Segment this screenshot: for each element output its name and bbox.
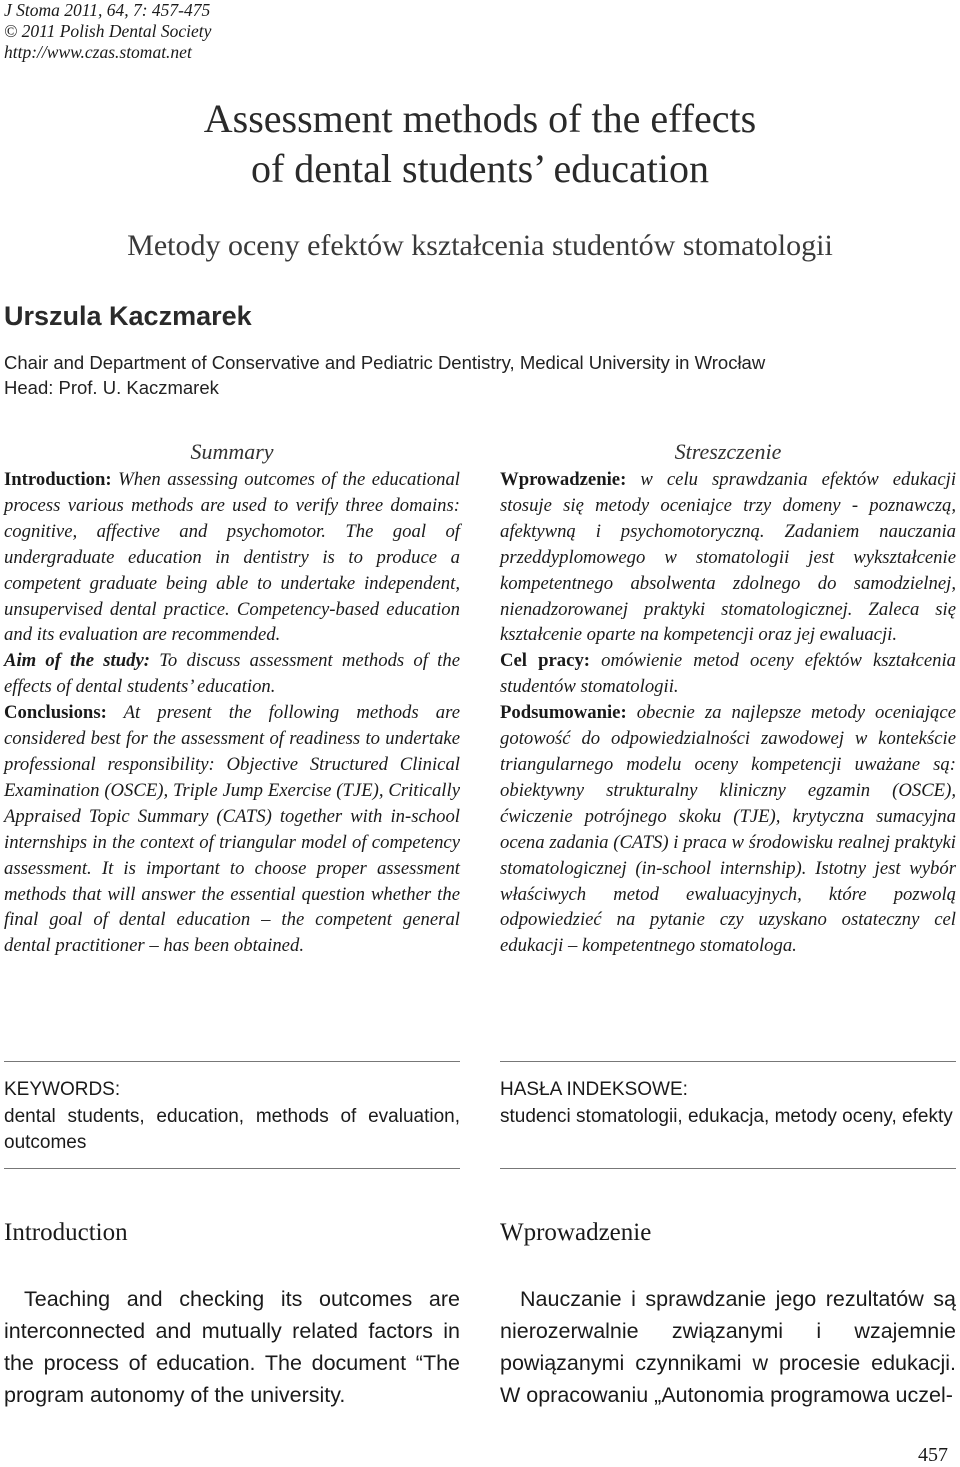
summary-conclusions-label: Conclusions: (4, 702, 107, 724)
streszczenie-body (500, 467, 956, 959)
affiliation: Chair and Department of Conservative and Pediatric Dentistry, Medical University in Wrocław (4, 352, 766, 373)
summary-heading: Summary (190, 439, 274, 464)
summary-intro-label: Introduction: (4, 469, 112, 490)
keywords-bottom-rule (4, 1168, 460, 1169)
streszczenie-aim (500, 648, 956, 700)
article-subtitle: Metody oceny efektów kształcenia studentów stomatologii (127, 229, 833, 262)
title-line-1: Assessment methods of the effects (203, 96, 757, 141)
hasla-text: studenci stomatologii, edukacja, metody oceny, efekty (500, 1106, 953, 1127)
summary-aim (4, 648, 460, 700)
hasla-top-rule (500, 1061, 956, 1062)
affiliation-block (4, 350, 765, 400)
author-name: Urszula Kaczmarek (4, 301, 252, 331)
hasla-bottom-rule (500, 1168, 956, 1169)
journal-header (4, 0, 211, 63)
journal-copyright: © 2011 Polish Dental Society (4, 21, 212, 41)
keywords-heading: KEYWORDS: (4, 1079, 121, 1100)
streszczenie-conclusions (500, 700, 956, 959)
title-line-2: of dental students’ education (250, 146, 709, 191)
journal-citation: J Stoma 2011, 64, 7: 457-475 (4, 0, 211, 20)
streszczenie-intro-text: w celu sprawdzania efektów edukacji stosuje się metody oceniajce trzy domeny - poznawczą, afektywną i psychomotoryczną. Zadaniem nauczania przeddyplomowego w stomatologii jest wykształcenie kompetentnego absolwenta zdolnego do samodzielnej, nienadzorowanej praktyki stomatologicznej. Zaleca się kształcenie oparte na kompetencji oraz jej ewaluacji. (500, 469, 957, 646)
summary-introduction (4, 467, 460, 648)
journal-url[interactable]: http://www.czas.stomat.net (4, 42, 192, 62)
wprowadzenie-paragraph: Nauczanie i sprawdzanie jego rezultatów są nierozerwalnie związanymi i wzajemnie powiązanymi czynnikami w procesie edukacji. W opracowaniu „Autonomia programowa uczel- (500, 1287, 956, 1407)
wprowadzenie-heading: Wprowadzenie (500, 1219, 652, 1246)
streszczenie-aim-label: Cel pracy: (500, 650, 591, 672)
page-number: 457 (918, 1444, 948, 1466)
streszczenie-conclusions-label: Podsumowanie: (500, 702, 627, 724)
article-title (0, 94, 960, 194)
streszczenie-introduction (500, 467, 956, 648)
introduction-heading: Introduction (4, 1219, 128, 1246)
keywords-text: dental students, education, methods of evaluation, outcomes (4, 1106, 460, 1153)
summary-conclusions (4, 700, 460, 959)
wprowadzenie-body (500, 1283, 956, 1411)
head-of-department: Head: Prof. U. Kaczmarek (4, 377, 219, 398)
hasla-heading: HASŁA INDEKSOWE: (500, 1079, 688, 1100)
streszczenie-heading: Streszczenie (674, 439, 782, 464)
streszczenie-intro-label: Wprowadzenie: (500, 469, 627, 490)
keywords-top-rule (4, 1061, 460, 1062)
summary-conclusions-text: At present the following methods are considered best for the assessment of readiness to undertake professional responsibility: Objective Structured Clinical Examination (OSCE), Triple Jump Exercise (TJE), Critically Appraised Topic Summary (CATS) together with in-school internships in the context of triangular model of competency assessment. It is important to choose proper assessment methods that will answer the essential question whether the final goal of dental education – the competent general dental practitioner – has been obtained. (4, 702, 460, 957)
streszczenie-aim-text: omówienie metod oceny efektów kształcenia studentów stomatologii. (500, 650, 957, 698)
introduction-body (4, 1283, 460, 1411)
summary-aim-label: Aim of the study: (4, 650, 150, 672)
streszczenie-conclusions-text: obecnie za najlepsze metody oceniające gotowość do odpowiedzialności zawodowej w kontekście triangularnego modelu oceny kompetencji uważane są: obiektywny strukturalny kliniczny egzamin (OSCE), ćwiczenie potrójnego skoku (TJE), krytyczna sumacyjna ocena zadania (CATS) i praca w środowisku realnej praktyki stomatologicznej (in-school internship). Istotny jest wybór właściwych metod ewaluacyjnych, które pozwolą odpowiedzieć na pytanie czy uzyskano ostateczny cel edukacji – kompetentnego stomatologa. (500, 702, 956, 957)
summary-body (4, 467, 460, 959)
summary-intro-text: When assessing outcomes of the educational process various methods are used to verify three domains: cognitive, affective and psychomotor. The goal of undergraduate education in dentistry is to produce a competent graduate being able to undertake independent, unsupervised dental practice. Competency-based education and its evaluation are recommended. (4, 469, 460, 646)
introduction-paragraph: Teaching and checking its outcomes are interconnected and mutually related factors in the process of education. The document “The program autonomy of the university. (4, 1287, 460, 1407)
summary-aim-text: To discuss assessment methods of the effects of dental students’ education. (4, 650, 461, 698)
